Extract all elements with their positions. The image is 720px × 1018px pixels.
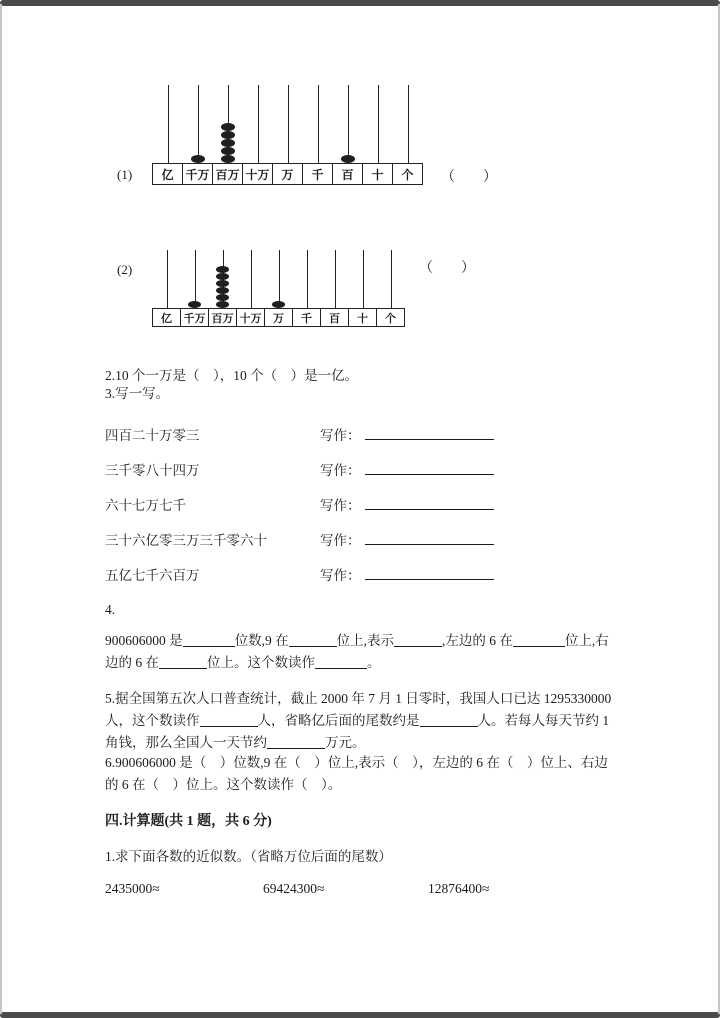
answer-line xyxy=(365,532,494,545)
abacus-column xyxy=(302,85,333,185)
answer-blank xyxy=(394,632,442,647)
abacus-2 xyxy=(152,250,405,327)
page-border-top xyxy=(0,0,720,6)
abacus-rod xyxy=(279,250,280,308)
abacus-bead xyxy=(221,139,235,147)
place-value-label: 万 xyxy=(264,308,293,327)
question-4-number: 4. xyxy=(105,602,116,617)
abacus-rod xyxy=(363,250,364,308)
number-in-words: 五亿七千六百万 xyxy=(105,568,200,583)
number-in-words: 四百二十万零三 xyxy=(105,428,200,443)
answer-blank xyxy=(513,632,565,647)
place-value-label: 百万 xyxy=(208,308,237,327)
abacus-column xyxy=(182,85,213,185)
calc-items-row xyxy=(105,881,619,901)
write-item-row xyxy=(105,494,615,514)
abacus-bead xyxy=(216,301,229,308)
question-5-text: 5.据全国第五次人口普查统计，截止 2000 年 7 月 1 日零时，我国人口已达 1295330000 人，这个数读作 人，省略亿后面的尾数约是 人。若每人每天节约 1 角钱，那么全国人一天节约 万元。 xyxy=(105,691,612,750)
place-value-label: 百万 xyxy=(212,163,243,185)
write-label: 写作： xyxy=(320,498,361,513)
abacus-2-index: (2) xyxy=(117,262,133,277)
abacus-column xyxy=(152,85,183,185)
write-label: 写作： xyxy=(320,463,361,478)
abacus-rod xyxy=(198,85,199,164)
abacus-bead xyxy=(188,301,201,308)
abacus-column xyxy=(236,250,265,327)
abacus-column xyxy=(376,250,405,327)
answer-line xyxy=(365,427,494,440)
number-in-words: 三十六亿零三万三千零六十 xyxy=(105,533,267,548)
abacus-bead xyxy=(191,155,205,163)
place-value-label: 十 xyxy=(362,163,393,185)
abacus-rod xyxy=(307,250,308,308)
question-2-text: 2.10 个一万是（ ），10 个（ ）是一亿。 xyxy=(105,368,359,383)
abacus-rod xyxy=(251,250,252,308)
abacus-bead xyxy=(216,294,229,301)
abacus-column xyxy=(320,250,349,327)
answer-blank xyxy=(289,632,337,647)
place-value-label: 个 xyxy=(376,308,405,327)
write-item-row xyxy=(105,529,615,549)
abacus-column xyxy=(348,250,377,327)
abacus-bead xyxy=(221,123,235,131)
abacus-rod xyxy=(391,250,392,308)
answer-blank xyxy=(267,734,325,749)
write-label: 写作： xyxy=(320,568,361,583)
write-item-row xyxy=(105,424,615,444)
abacus-1 xyxy=(152,85,423,185)
place-value-label: 十万 xyxy=(236,308,265,327)
abacus-bead xyxy=(216,266,229,273)
abacus-bead xyxy=(221,147,235,155)
abacus-rod xyxy=(288,85,289,164)
abacus-rod xyxy=(348,85,349,164)
abacus-column xyxy=(152,250,181,327)
abacus-1-index: (1) xyxy=(117,167,133,182)
approximation-item: 2435000≈ xyxy=(105,881,160,896)
abacus-bead xyxy=(216,287,229,294)
abacus-column xyxy=(208,250,237,327)
answer-blank xyxy=(183,632,235,647)
abacus-bead xyxy=(216,280,229,287)
abacus-column xyxy=(362,85,393,185)
abacus-rod xyxy=(258,85,259,164)
abacus-rod xyxy=(408,85,409,164)
abacus-2-answer-blank: （ ） xyxy=(419,261,475,276)
write-label: 写作： xyxy=(320,533,361,548)
abacus-column xyxy=(272,85,303,185)
abacus-column xyxy=(180,250,209,327)
write-item-row xyxy=(105,459,615,479)
abacus-bead xyxy=(221,131,235,139)
place-value-label: 百 xyxy=(332,163,363,185)
abacus-column xyxy=(292,250,321,327)
write-label: 写作： xyxy=(320,428,361,443)
place-value-label: 十万 xyxy=(242,163,273,185)
page-border-bottom xyxy=(0,1012,720,1018)
answer-line xyxy=(365,462,494,475)
answer-blank xyxy=(315,654,367,669)
abacus-rod xyxy=(168,85,169,164)
number-in-words: 三千零八十四万 xyxy=(105,463,200,478)
abacus-column xyxy=(212,85,243,185)
page-border-left xyxy=(0,4,2,1014)
write-item-row xyxy=(105,564,615,584)
abacus-1-answer-blank: （ ） xyxy=(441,170,497,185)
place-value-label: 百 xyxy=(320,308,349,327)
place-value-label: 千 xyxy=(292,308,321,327)
place-value-label: 个 xyxy=(392,163,423,185)
abacus-bead xyxy=(221,155,235,163)
place-value-label: 亿 xyxy=(152,163,183,185)
abacus-column xyxy=(392,85,423,185)
answer-line xyxy=(365,567,494,580)
abacus-rod xyxy=(195,250,196,308)
abacus-rod xyxy=(378,85,379,164)
place-value-label: 万 xyxy=(272,163,303,185)
abacus-bead xyxy=(341,155,355,163)
question-4-text: 900606000 是 位数,9 在 位上,表示 ,左边的 6 在 位上,右边的 6 在 位上。这个数读作 。 xyxy=(105,633,609,670)
answer-blank xyxy=(200,712,258,727)
place-value-label: 千万 xyxy=(182,163,213,185)
abacus-column xyxy=(242,85,273,185)
abacus-column xyxy=(264,250,293,327)
abacus-bead xyxy=(216,273,229,280)
place-value-label: 千 xyxy=(302,163,333,185)
place-value-label: 十 xyxy=(348,308,377,327)
question-6-text: 6.900606000 是（ ）位数,9 在（ ）位上,表示（ ），左边的 6 在（ ）位上、右边的 6 在（ ）位上。这个数读作（ ）。 xyxy=(105,755,608,792)
approximation-item: 69424300≈ xyxy=(263,881,325,896)
abacus-bead xyxy=(272,301,285,308)
approximation-item: 12876400≈ xyxy=(428,881,490,896)
answer-blank xyxy=(420,712,478,727)
place-value-label: 千万 xyxy=(180,308,209,327)
answer-line xyxy=(365,497,494,510)
abacus-rod xyxy=(167,250,168,308)
section-4-title: 四.计算题(共 1 题，共 6 分) xyxy=(105,814,272,829)
abacus-rod xyxy=(318,85,319,164)
number-in-words: 六十七万七千 xyxy=(105,498,186,513)
calc-instruction-text: 1.求下面各数的近似数。（省略万位后面的尾数） xyxy=(105,849,392,864)
abacus-rod xyxy=(335,250,336,308)
answer-blank xyxy=(159,654,207,669)
place-value-label: 亿 xyxy=(152,308,181,327)
abacus-column xyxy=(332,85,363,185)
question-3-title: 3.写一写。 xyxy=(105,386,170,401)
